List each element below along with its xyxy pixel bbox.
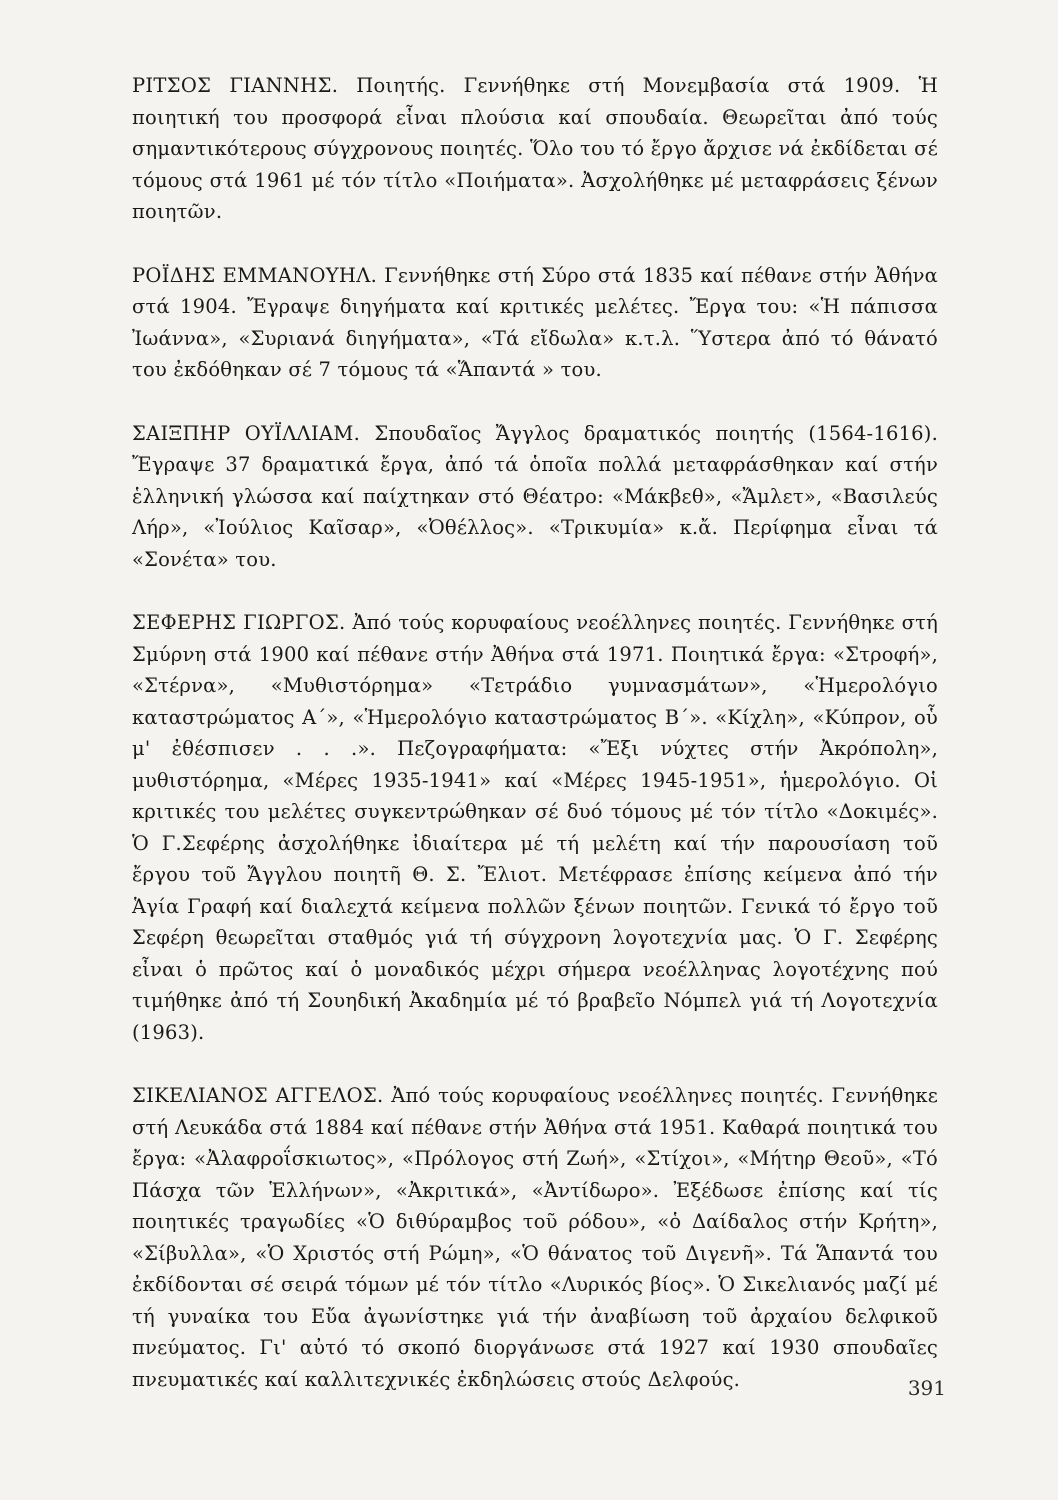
entry-seferis [132, 607, 938, 1048]
entry-text: Ἀπό τούς κορυφαίους νεοέλληνες ποιητές. Γεννήθηκε στή Σμύρνη στά 1900 καί πέθανε στήν Ἀθήνα στά 1971. Ποιητικά ἔργα: «Στροφή», «Στέρνα», «Μυθιστόρημα» «Τετράδιο γυμνασμάτων», «Ἡμερολόγιο καταστρώματος Α΄», «Ἡμερολόγιο καταστρώματος Β΄». «Κίχλη», «Κύπρον, οὗ μ' ἐθέσπισεν . . .». Πεζογραφήματα: «Ἔξι νύχτες στήν Ἀκρόπολη», μυθιστόρημα, «Μέρες 1935-1941» καί «Μέρες 1945-1951», ἡμερολόγιο. Οἱ κριτικές του μελέτες συγκεντρώθηκαν σέ δυό τόμους μέ τόν τίτλο «Δοκιμές». Ὁ Γ.Σεφέρης ἀσχολήθηκε ἰδιαίτερα μέ τή μελέτη καί τήν παρουσίαση τοῦ ἔργου τοῦ Ἄγγλου ποιητῆ Θ. Σ. Ἔλιοτ. Μετέφρασε ἐπίσης κείμενα ἀπό τήν Ἁγία Γραφή καί διαλεχτά κείμενα πολλῶν ξένων ποιητῶν. Γενικά τό ἔργο τοῦ Σεφέρη θεωρεῖται σταθμός γιά τή σύγχρονη λογοτεχνία μας. Ὁ Γ. Σεφέρης εἶναι ὁ πρῶτος καί ὁ μοναδικός μέχρι σήμερα νεοέλληνας λογοτέχνης πού τιμήθηκε ἀπό τή Σουηδική Ἀκαδημία μέ τό βραβεῖο Νόμπελ γιά τή Λογοτεχνία (1963). [132, 611, 938, 1044]
entry-name: ΣΙΚΕΛΙΑΝΟΣ ΑΓΓΕΛΟΣ. [132, 1084, 384, 1107]
entry-text: Σπουδαῖος Ἄγγλος δραματικός ποιητής (1564-1616). Ἔγραψε 37 δραματικά ἔργα, ἀπό τά ὁποῖα πολλά μεταφράσθηκαν καί στήν ἑλληνική γλώσσα καί παίχτηκαν στό Θέατρο: «Μάκβεθ», «Ἄμλετ», «Βασιλεύς Λήρ», «Ἰούλιος Καῖσαρ», «Ὀθέλλος». «Τρικυμία» κ.ἄ. Περίφημα εἶναι τά «Σονέτα» του. [132, 421, 938, 571]
entry-name: ΡΟΪΔΗΣ ΕΜΜΑΝΟΥΗΛ. [132, 263, 378, 287]
entry-text: Γεννήθηκε στή Σύρο στά 1835 καί πέθανε στήν Ἀθήνα στά 1904. Ἔγραψε διηγήματα καί κριτικές μελέτες. Ἔργα του: «Ἡ πάπισσα Ἰωάννα», «Συριανά διηγήματα», «Τά εἴδωλα» κ.τ.λ. Ὕστερα ἀπό τό θάνατό του ἐκδόθηκαν σέ 7 τόμους τά «Ἅπαντά » του. [132, 263, 939, 381]
entry-name: ΣΑΙΞΠΗΡ ΟΥΪΛΛΙΑΜ. [132, 421, 361, 445]
page-number: 391 [907, 1376, 946, 1400]
entry-sikelianos [132, 1080, 938, 1395]
entry-name: ΡΙΤΣΟΣ ΓΙΑΝΝΗΣ. [132, 74, 339, 97]
entry-ritsos [132, 70, 938, 228]
entry-text: Ποιητής. Γεννήθηκε στή Μονεμβασία στά 1909. Ἡ ποιητική του προσφορά εἶναι πλούσια καί σπουδαία. Θεωρεῖται ἀπό τούς σημαντικότερους σύγχρονους ποιητές. Ὅλο του τό ἔργο ἄρχισε νά ἐκδίδεται σέ τόμους στά 1961 μέ τόν τίτλο «Ποιήματα». Ἀσχολήθηκε μέ μεταφράσεις ξένων ποιητῶν. [132, 74, 939, 223]
entry-shakespeare [132, 418, 938, 576]
entries-column [132, 70, 938, 1395]
entry-text: Ἀπό τούς κορυφαίους νεοέλληνες ποιητές. Γεννήθηκε στή Λευκάδα στά 1884 καί πέθανε στήν Ἀθήνα στά 1951. Καθαρά ποιητικά του ἔργα: «Ἀλαφροΐσκιωτος», «Πρόλογος στή Ζωή», «Στίχοι», «Μήτηρ Θεοῦ», «Τό Πάσχα τῶν Ἑλλήνων», «Ἀκριτικά», «Ἀντίδωρο». Ἐξέδωσε ἐπίσης καί τίς ποιητικές τραγωδίες «Ὁ διθύραμβος τοῦ ρόδου», «ὁ Δαίδαλος στήν Κρήτη», «Σίβυλλα», «Ὁ Χριστός στή Ρώμη», «Ὁ θάνατος τοῦ Διγενῆ». Τά Ἅπαντά του ἐκδίδονται σέ σειρά τόμων μέ τόν τίτλο «Λυρικός βίος». Ὁ Σικελιανός μαζί μέ τή γυναίκα του Εὔα ἀγωνίστηκε γιά τήν ἀναβίωση τοῦ ἀρχαίου δελφικοῦ πνεύματος. Γι' αὐτό τό σκοπό διοργάνωσε στά 1927 καί 1930 σπουδαῖες πνευματικές καί καλλιτεχνικές ἐκδηλώσεις στούς Δελφούς. [132, 1084, 939, 1391]
entry-name: ΣΕΦΕΡΗΣ ΓΙΩΡΓΟΣ. [132, 611, 346, 634]
entry-roidis [132, 260, 938, 386]
